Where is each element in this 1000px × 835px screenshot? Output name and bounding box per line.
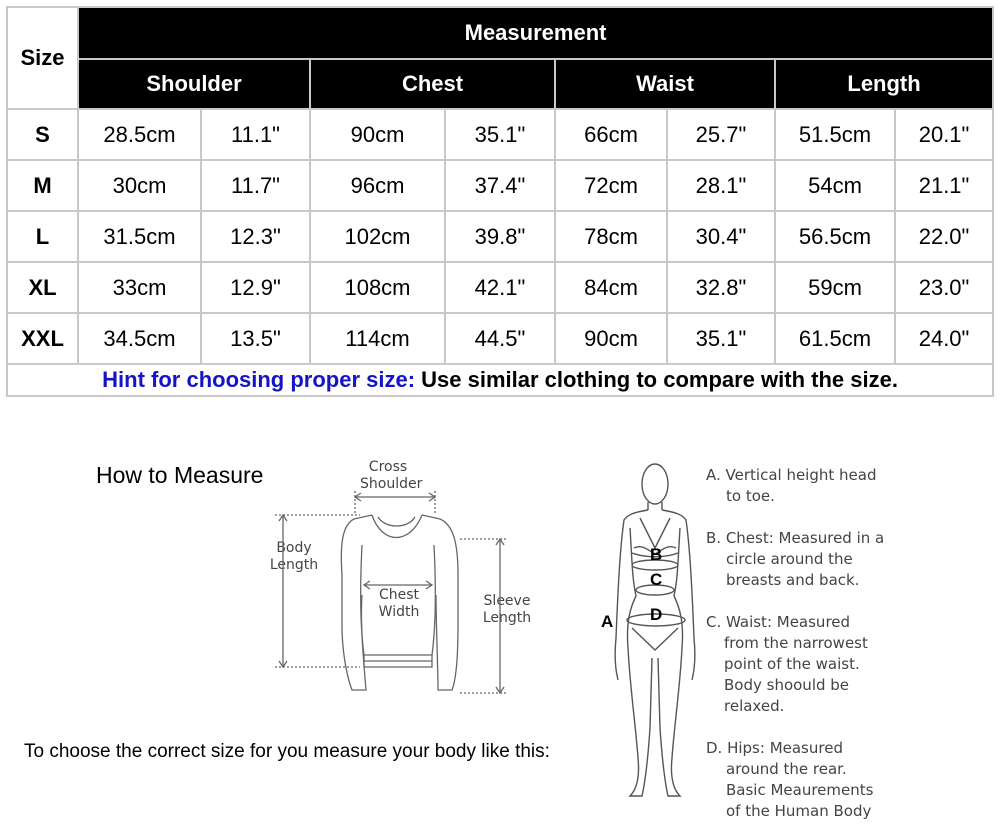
size-label: S: [7, 109, 78, 160]
table-cell: 11.7": [201, 160, 310, 211]
table-cell: 90cm: [555, 313, 667, 364]
letter-d: D: [650, 605, 663, 624]
size-header: Size: [7, 7, 78, 109]
table-cell: 28.1": [667, 160, 775, 211]
description-c: C. Waist: Measured from the narrowest point of the waist. Body shoould be relaxed.: [706, 613, 868, 715]
table-cell: 25.7": [667, 109, 775, 160]
measure-instruction: To choose the correct size for you measure your body like this:: [24, 741, 550, 762]
table-cell: 13.5": [201, 313, 310, 364]
table-row: [7, 211, 993, 262]
table-cell: 108cm: [310, 262, 445, 313]
table-row: [7, 262, 993, 313]
table-cell: 35.1": [667, 313, 775, 364]
letter-b: B: [650, 545, 663, 564]
table-cell: 11.1": [201, 109, 310, 160]
table-cell: 35.1": [445, 109, 555, 160]
size-hint: [7, 364, 993, 396]
table-cell: 28.5cm: [78, 109, 201, 160]
table-cell: 32.8": [667, 262, 775, 313]
table-cell: 21.1": [895, 160, 993, 211]
size-label: XXL: [7, 313, 78, 364]
sweater-diagram: [260, 485, 530, 705]
table-cell: 72cm: [555, 160, 667, 211]
table-cell: 37.4": [445, 160, 555, 211]
size-label: XL: [7, 262, 78, 313]
table-cell: 42.1": [445, 262, 555, 313]
table-row: [7, 313, 993, 364]
measurement-header: Measurement: [78, 7, 993, 59]
description-a: A. Vertical height head to toe.: [706, 466, 877, 505]
table-cell: 90cm: [310, 109, 445, 160]
table-cell: 30cm: [78, 160, 201, 211]
table-cell: 84cm: [555, 262, 667, 313]
table-cell: 33cm: [78, 262, 201, 313]
size-label: L: [7, 211, 78, 262]
body-figure: [600, 458, 705, 808]
body-length-label: Body Length: [269, 540, 319, 573]
waist-header: Waist: [555, 59, 775, 109]
table-cell: 12.3": [201, 211, 310, 262]
table-cell: 34.5cm: [78, 313, 201, 364]
table-cell: 20.1": [895, 109, 993, 160]
table-cell: 59cm: [775, 262, 895, 313]
cross-shoulder-label: Cross Shoulder: [360, 459, 423, 492]
table-cell: 23.0": [895, 262, 993, 313]
table-cell: 66cm: [555, 109, 667, 160]
table-cell: 96cm: [310, 160, 445, 211]
table-cell: 31.5cm: [78, 211, 201, 262]
letter-c: C: [650, 570, 663, 589]
table-cell: 24.0": [895, 313, 993, 364]
table-cell: 44.5": [445, 313, 555, 364]
table-cell: 12.9": [201, 262, 310, 313]
table-cell: 39.8": [445, 211, 555, 262]
table-cell: 102cm: [310, 211, 445, 262]
chest-width-label: Chest Width: [378, 587, 420, 620]
size-label: M: [7, 160, 78, 211]
how-to-measure-title: How to Measure: [96, 462, 264, 488]
table-cell: 51.5cm: [775, 109, 895, 160]
hint-text: Use similar clothing to compare with the size.: [415, 367, 898, 392]
table-cell: 56.5cm: [775, 211, 895, 262]
hint-label: Hint for choosing proper size:: [102, 367, 416, 392]
description-d: D. Hips: Measured around the rear. Basic Meaurements of the Human Body: [706, 739, 874, 820]
description-b: B. Chest: Measured in a circle around the breasts and back.: [706, 529, 885, 589]
sleeve-length-label: Sleeve Length: [482, 593, 532, 626]
shoulder-header: Shoulder: [78, 59, 310, 109]
size-chart-table: [6, 6, 994, 397]
length-header: Length: [775, 59, 993, 109]
table-row: [7, 160, 993, 211]
letter-a: A: [601, 612, 614, 631]
table-cell: 114cm: [310, 313, 445, 364]
table-cell: 61.5cm: [775, 313, 895, 364]
table-cell: 30.4": [667, 211, 775, 262]
chest-header: Chest: [310, 59, 555, 109]
table-cell: 78cm: [555, 211, 667, 262]
table-cell: 22.0": [895, 211, 993, 262]
table-cell: 54cm: [775, 160, 895, 211]
table-row: [7, 109, 993, 160]
